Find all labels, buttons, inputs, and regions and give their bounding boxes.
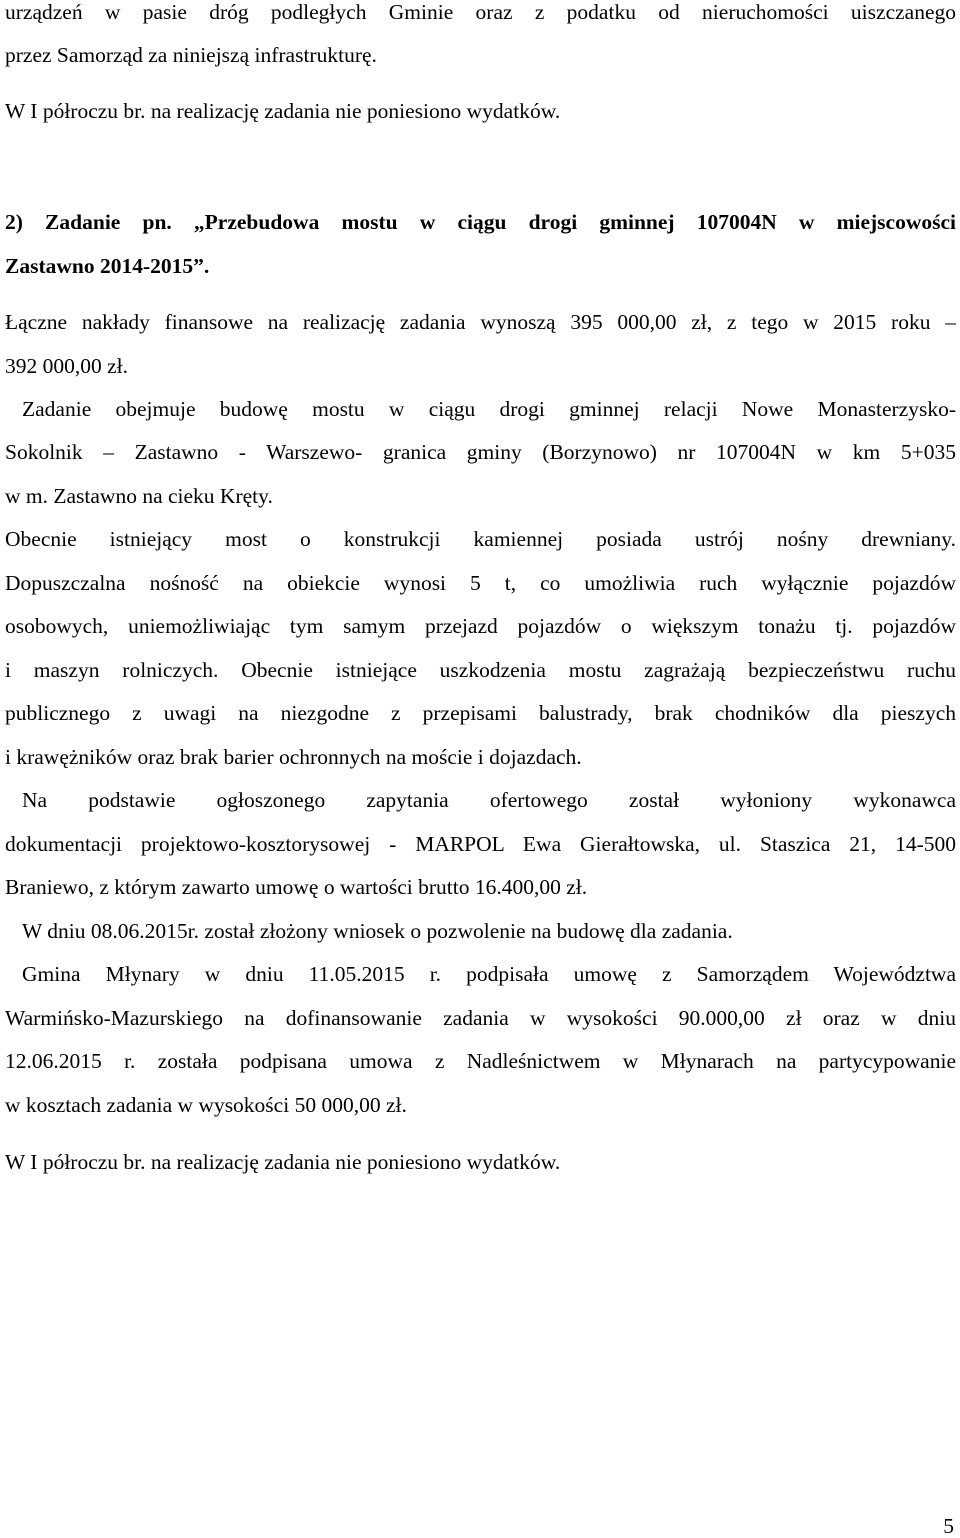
text-line: Zadanie obejmuje budowę mostu w ciągu drogi gminnej relacji Nowe Monasterzysko- xyxy=(22,397,956,421)
text-line: Gmina Młynary w dniu 11.05.2015 r. podpisała umowę z Samorządem Województwa xyxy=(22,962,956,986)
text-line: publicznego z uwagi na niezgodne z przepisami balustrady, brak chodników dla pieszych xyxy=(5,701,956,725)
task-heading: Zastawno 2014-2015”. xyxy=(5,254,210,278)
text-line: dokumentacji projektowo-kosztorysowej - MARPOL Ewa Gierałtowska, ul. Staszica 21, 14-500 xyxy=(5,832,956,856)
page-number: 5 xyxy=(943,1514,954,1538)
text-line: Łączne nakłady finansowe na realizację zadania wynoszą 395 000,00 zł, z tego w 2015 roku – xyxy=(5,310,956,334)
text-line: W dniu 08.06.2015r. został złożony wniosek o pozwolenie na budowę dla zadania. xyxy=(22,919,733,943)
text-line: Sokolnik – Zastawno - Warszewo- granica gminy (Borzynowo) nr 107004N w km 5+035 xyxy=(5,440,956,464)
text-line: osobowych, uniemożliwiając tym samym przejazd pojazdów o większym tonażu tj. pojazdów xyxy=(5,614,956,638)
text-line: Dopuszczalna nośność na obiekcie wynosi 5 t, co umożliwia ruch wyłącznie pojazdów xyxy=(5,571,956,595)
text-line: i krawężników oraz brak barier ochronnych na moście i dojazdach. xyxy=(5,745,582,769)
text-line: 12.06.2015 r. została podpisana umowa z Nadleśnictwem w Młynarach na partycypowanie xyxy=(5,1049,956,1073)
text-line: Warmińsko-Mazurskiego na dofinansowanie zadania w wysokości 90.000,00 zł oraz w dniu xyxy=(5,1006,956,1030)
text-line: Na podstawie ogłoszonego zapytania ofertowego został wyłoniony wykonawca xyxy=(22,788,956,812)
text-line: i maszyn rolniczych. Obecnie istniejące uszkodzenia mostu zagrażają bezpieczeństwu ruchu xyxy=(5,658,956,682)
text-line: W I półroczu br. na realizację zadania nie poniesiono wydatków. xyxy=(5,99,561,123)
text-line: Obecnie istniejący most o konstrukcji kamiennej posiada ustrój nośny drewniany. xyxy=(5,527,956,551)
text-line: w m. Zastawno na cieku Kręty. xyxy=(5,484,273,508)
text-line: przez Samorząd za niniejszą infrastrukturę. xyxy=(5,43,377,67)
text-line: urządzeń w pasie dróg podległych Gminie oraz z podatku od nieruchomości uiszczanego xyxy=(5,0,956,24)
text-line: 392 000,00 zł. xyxy=(5,354,129,378)
text-line: Braniewo, z którym zawarto umowę o wartości brutto 16.400,00 zł. xyxy=(5,875,588,899)
task-heading: 2) Zadanie pn. „Przebudowa mostu w ciągu drogi gminnej 107004N w miejscowości xyxy=(5,210,956,234)
text-line: w kosztach zadania w wysokości 50 000,00 zł. xyxy=(5,1093,407,1117)
text-line: W I półroczu br. na realizację zadania nie poniesiono wydatków. xyxy=(5,1150,561,1174)
